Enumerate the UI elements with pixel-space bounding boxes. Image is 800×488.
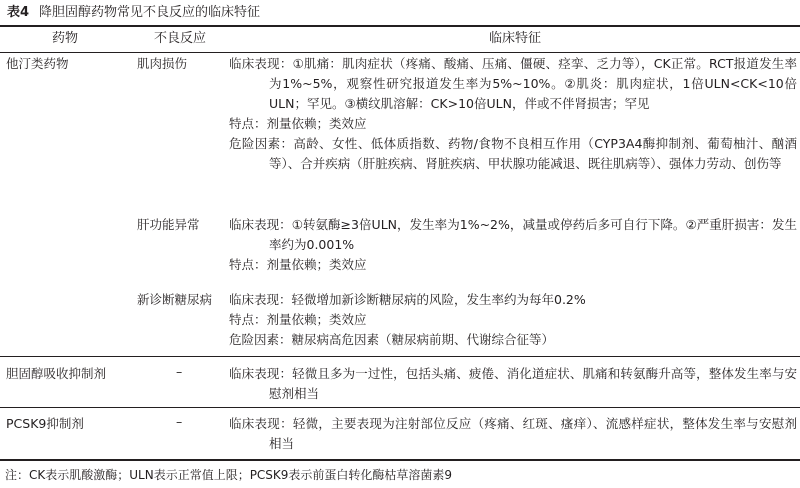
header-features: 临床特征	[488, 31, 541, 46]
row-divider	[0, 356, 800, 357]
header-drug: 药物	[51, 31, 78, 46]
features-new-diabetes	[229, 290, 797, 350]
reaction-dash: –	[176, 414, 183, 429]
table-footnote: 注：CK表示肌酸激酶；ULN表示正常值上限；PCSK9表示前蛋白转化酶枯草溶菌素9	[5, 468, 453, 482]
features-absorption-inhibitors	[229, 364, 797, 404]
feature-risk-factors: 危险因素：糖尿病高危因素（糖尿病前期、代谢综合征等）	[229, 332, 555, 347]
feature-clinical: 临床表现：轻微，主要表现为注射部位反应（疼痛、红斑、瘙痒）、流感样症状，整体发生率与安慰剂相当	[229, 416, 797, 451]
feature-traits: 特点：剂量依赖；类效应	[229, 312, 367, 327]
drug-statins: 他汀类药物	[6, 56, 69, 71]
reaction-liver-dysfunction: 肝功能异常	[137, 217, 200, 232]
table-title: 降胆固醇药物常见不良反应的临床特征	[39, 5, 261, 20]
header-reaction: 不良反应	[153, 31, 206, 46]
drug-pcsk9-inhibitors: PCSK9抑制剂	[6, 416, 84, 431]
feature-clinical: 临床表现：①肌痛：肌肉症状（疼痛、酸痛、压痛、僵硬、痉挛、乏力等），CK正常。RCT报道发生率为1%~5%，观察性研究报道发生率为5%~10%。②肌炎：肌肉症状，1倍ULN<CK<10倍ULN；罕见。③横纹肌溶解：CK>10倍ULN，伴或不伴肾损害；罕见	[229, 56, 797, 111]
reaction-dash: –	[176, 364, 183, 379]
drug-absorption-inhibitors: 胆固醇吸收抑制剂	[6, 366, 107, 381]
table-number: 表4	[7, 5, 30, 20]
top-rule	[0, 25, 800, 27]
feature-clinical: 临床表现：轻微且多为一过性，包括头痛、疲倦、消化道症状、肌痛和转氨酶升高等，整体发生率与安慰剂相当	[229, 366, 797, 401]
features-liver-dysfunction	[229, 215, 797, 275]
header-rule	[0, 52, 800, 53]
reaction-new-diabetes: 新诊断糖尿病	[137, 292, 213, 307]
reaction-muscle-injury: 肌肉损伤	[137, 56, 188, 71]
feature-traits: 特点：剂量依赖；类效应	[229, 116, 367, 131]
features-pcsk9-inhibitors	[229, 414, 797, 454]
features-muscle-injury	[229, 54, 797, 174]
feature-risk-factors: 危险因素：高龄、女性、低体质指数、药物/食物不良相互作用（CYP3A4酶抑制剂、葡萄柚汁、酗酒等）、合并疾病（肝脏疾病、肾脏疾病、甲状腺功能减退、既往肌病等）、强体力劳动、创伤等	[229, 136, 797, 171]
row-divider	[0, 407, 800, 408]
feature-traits: 特点：剂量依赖；类效应	[229, 257, 367, 272]
table-caption	[7, 3, 260, 23]
bottom-rule	[0, 459, 800, 461]
feature-clinical: 临床表现：轻微增加新诊断糖尿病的风险，发生率约为每年0.2%	[229, 292, 586, 307]
feature-clinical: 临床表现：①转氨酶≥3倍ULN，发生率为1%~2%，减量或停药后多可自行下降。②严重肝损害：发生率约为0.001%	[229, 217, 797, 252]
